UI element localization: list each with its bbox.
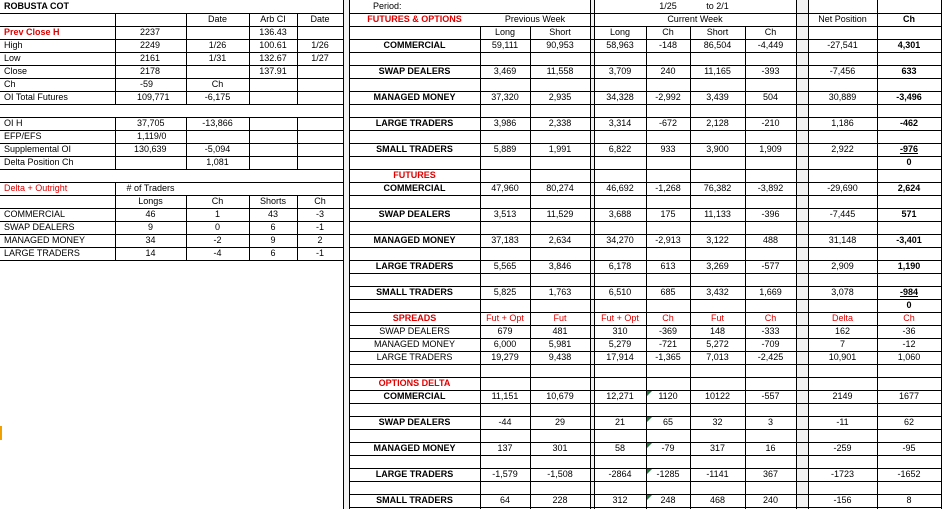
spread-fut-header[interactable]: Fut [553,313,567,323]
fo-prev-short[interactable]: 2,338 [548,118,572,128]
od-curr-short-change[interactable]: 367 [762,469,779,479]
trader-longs-change[interactable]: -4 [213,248,222,258]
fo-curr-short[interactable]: 2,128 [706,118,729,128]
od-net-position[interactable]: -156 [833,495,852,505]
trader-longs[interactable]: 46 [145,209,156,219]
trader-category[interactable]: LARGE TRADERS [4,248,80,258]
trader-shorts-change[interactable]: -3 [315,209,324,219]
od-curr-short-change[interactable]: -557 [761,391,780,401]
spread-value[interactable]: 162 [834,326,851,336]
fut-curr-long-change[interactable]: 613 [660,261,676,271]
trader-shorts[interactable]: 9 [270,235,276,245]
trader-shorts-change[interactable]: -1 [315,222,324,232]
od-prev-short[interactable]: 29 [554,417,565,427]
trader-longs[interactable]: 9 [147,222,153,232]
fo-net-change[interactable]: 4,301 [897,40,921,50]
od-prev-long[interactable]: 11,151 [491,391,519,401]
od-prev-long[interactable]: -1,579 [492,469,518,479]
fo-row-label[interactable]: LARGE TRADERS [375,118,454,128]
fo-curr-short-change[interactable]: 1,909 [759,144,782,154]
fo-row-label[interactable]: SWAP DEALERS [378,66,451,76]
od-net-change[interactable]: -1652 [897,469,921,479]
fut-row-label[interactable]: SWAP DEALERS [378,209,451,219]
low-value[interactable]: 2161 [140,53,161,63]
spread-value[interactable]: 7 [839,339,845,349]
trader-category[interactable]: COMMERCIAL [4,209,66,219]
low-label[interactable]: Low [4,53,21,63]
fo-net-change[interactable]: 633 [901,66,917,76]
fo-prev-long[interactable]: 5,889 [493,144,517,154]
grid-line [590,0,591,509]
fut-curr-short-change[interactable]: -396 [761,209,780,219]
fut-curr-short-change[interactable]: -577 [761,261,780,271]
od-curr-short[interactable]: 468 [709,495,726,505]
od-row-label[interactable]: MANAGED MONEY [373,443,456,453]
spread-value[interactable]: 5,272 [706,339,729,349]
fo-net-position[interactable]: 2,922 [831,144,854,154]
od-prev-short[interactable]: 228 [552,495,568,505]
trader-longs[interactable]: 34 [145,235,156,245]
spread-ch-header[interactable]: Ch [662,313,674,323]
header-date[interactable]: Date [207,14,227,24]
fo-net-position[interactable]: 1,186 [831,118,854,128]
fo-curr-short[interactable]: 86,504 [703,40,732,50]
high-label[interactable]: High [4,40,23,50]
fo-net-position[interactable]: 30,889 [828,92,857,102]
od-curr-long[interactable]: -2864 [608,469,632,479]
close-arb[interactable]: 137.91 [259,66,287,76]
grid-line [349,403,942,404]
fut-prev-long[interactable]: 3,513 [493,209,517,219]
fo-curr-short[interactable]: 3,900 [706,144,729,154]
low-date-2[interactable]: 1/27 [311,53,329,63]
od-row-label[interactable]: COMMERCIAL [383,391,446,401]
fo-curr-long[interactable]: 58,963 [606,40,634,50]
fo-net-change[interactable]: -3,496 [896,92,922,102]
spread-value[interactable]: 1,060 [897,352,921,362]
trader-shorts[interactable]: 6 [270,222,276,232]
grid-line [349,273,942,274]
spread-value[interactable]: 5,981 [548,339,572,349]
trader-longs-change[interactable]: 0 [214,222,220,232]
fut-curr-short[interactable]: 11,133 [704,209,731,219]
prev-close-label[interactable]: Prev Close H [4,27,60,37]
grid-line [349,78,942,79]
sheet-title[interactable]: ROBUSTA COT [4,1,69,11]
grid-line [349,195,942,196]
od-prev-short[interactable]: 301 [552,443,568,453]
spread-value[interactable]: -36 [902,326,916,336]
fut-curr-short[interactable]: 3,269 [706,261,729,271]
fo-curr-short[interactable]: 11,165 [704,66,731,76]
header-arb-ci[interactable]: Arb CI [260,14,286,24]
high-date[interactable]: 1/26 [208,40,227,50]
spread-value[interactable]: -1,365 [655,352,681,362]
high-date-2[interactable]: 1/26 [311,40,329,50]
fo-curr-long-change[interactable]: -672 [658,118,677,128]
supplemental-oi-label[interactable]: Supplemental OI [4,144,72,154]
grid-line [349,104,942,105]
fo-prev-short[interactable]: 2,935 [548,92,572,102]
fut-curr-short[interactable]: 76,382 [703,183,732,193]
fut-net-change[interactable]: -3,401 [896,235,922,245]
spread-value[interactable]: 5,279 [608,339,632,349]
spread-value[interactable]: 310 [612,326,628,336]
fut-curr-short-change[interactable]: 488 [762,235,779,245]
fut-curr-long-change[interactable]: -2,913 [655,235,681,245]
fut-net-change[interactable]: 571 [901,209,917,219]
grid-line [349,52,942,53]
high-arb[interactable]: 100.61 [259,40,287,50]
fo-prev-long[interactable]: 3,986 [493,118,517,128]
period-to[interactable]: to 2/1 [706,1,729,11]
od-net-position[interactable]: -259 [833,443,852,453]
fo-curr-short-change[interactable]: -210 [761,118,780,128]
fo-curr-long[interactable]: 3,709 [608,66,632,76]
fut-curr-long[interactable]: 46,692 [606,183,634,193]
shorts-header[interactable]: Shorts [259,196,286,206]
fo-net-change-total[interactable]: 0 [906,157,912,167]
close-value[interactable]: 2178 [140,66,161,76]
fo-curr-short[interactable]: 3,439 [706,92,729,102]
fo-curr-short-change[interactable]: 504 [762,92,779,102]
grid-line [349,507,942,508]
od-prev-long[interactable]: -44 [498,417,512,427]
spread-value[interactable]: 10,901 [828,352,857,362]
spread-row-label[interactable]: MANAGED MONEY [373,339,455,349]
fo-curr-long[interactable]: 6,822 [608,144,632,154]
fo-curr-long-change[interactable]: 933 [660,144,676,154]
traders-header[interactable]: # of Traders [126,183,175,193]
od-curr-long[interactable]: 312 [612,495,628,505]
od-curr-long[interactable]: 58 [614,443,625,453]
curr-short-header[interactable]: Short [706,27,729,37]
fut-net-change[interactable]: -984 [899,287,918,297]
spread-value[interactable]: -721 [658,339,677,349]
oi-total-label[interactable]: OI Total Futures [4,92,68,102]
grid-line [349,481,942,482]
prev-close-arb[interactable]: 136.43 [259,27,287,37]
close-label[interactable]: Close [4,66,28,76]
fut-curr-long-change[interactable]: 175 [660,209,676,219]
od-curr-long-change[interactable]: -1285 [656,469,680,479]
od-net-change[interactable]: -95 [902,443,916,453]
spread-value[interactable]: -333 [761,326,780,336]
prev-close-value[interactable]: 2237 [140,27,161,37]
fut-curr-long[interactable]: 6,178 [608,261,632,271]
od-curr-long-change[interactable]: 1120 [658,391,678,401]
high-value[interactable]: 2249 [140,40,161,50]
curr-long-header[interactable]: Long [609,27,631,37]
od-prev-long[interactable]: 137 [497,443,513,453]
fo-row-label[interactable]: MANAGED MONEY [373,92,456,102]
fut-net-position[interactable]: 3,078 [831,287,854,297]
od-curr-short[interactable]: 10122 [704,391,731,401]
fo-net-position[interactable]: -27,541 [827,40,858,50]
fo-curr-long-change[interactable]: -148 [658,40,677,50]
fo-curr-long[interactable]: 34,328 [606,92,634,102]
low-arb[interactable]: 132.67 [259,53,287,63]
grid-line [349,299,942,300]
efp-label[interactable]: EFP/EFS [4,131,42,141]
fut-prev-long[interactable]: 5,825 [493,287,517,297]
fo-prev-short[interactable]: 11,558 [546,66,574,76]
fo-curr-long-change[interactable]: -2,992 [655,92,681,102]
od-curr-short[interactable]: -1141 [706,469,729,479]
grid-line [349,130,942,131]
spread-value[interactable]: 6,000 [493,339,517,349]
trader-longs-change[interactable]: 1 [214,209,220,219]
delta-position-label[interactable]: Delta Position Ch [4,157,74,167]
od-net-change[interactable]: 1677 [898,391,920,401]
oi-h-value[interactable]: 37,705 [137,118,165,128]
period-label[interactable]: Period: [373,1,402,11]
spread-value[interactable]: -12 [902,339,916,349]
change-value[interactable]: -59 [140,79,154,89]
futures-options-title[interactable]: FUTURES & OPTIONS [367,14,462,24]
trader-category[interactable]: SWAP DEALERS [4,222,75,232]
fo-row-label[interactable]: COMMERCIAL [383,40,446,50]
od-curr-long[interactable]: 21 [614,417,625,427]
fo-curr-short-change[interactable]: -4,449 [757,40,784,50]
fut-curr-long-change[interactable]: -1,268 [655,183,681,193]
header-date-2[interactable]: Date [310,14,330,24]
low-date[interactable]: 1/31 [208,53,227,63]
od-net-change[interactable]: 62 [903,417,914,427]
change-header[interactable]: Ch [211,79,224,89]
prev-short-header[interactable]: Short [549,27,571,37]
spread-futopt-2-header[interactable]: Fut + Opt [601,313,639,323]
fut-prev-short[interactable]: 11,529 [546,209,574,219]
current-week-header[interactable]: Current Week [667,14,723,24]
oi-h-label[interactable]: OI H [4,118,23,128]
delta-outright-label[interactable]: Delta + Outright [4,183,68,193]
spread-value[interactable]: 19,279 [491,352,519,362]
fo-prev-long[interactable]: 37,320 [491,92,519,102]
od-prev-short[interactable]: 10,679 [546,391,574,401]
grid-line [349,221,942,222]
fut-curr-long[interactable]: 34,270 [606,235,634,245]
od-net-position[interactable]: 2149 [832,391,853,401]
fo-prev-short[interactable]: 1,991 [548,144,572,154]
od-prev-short[interactable]: -1,508 [547,469,573,479]
trader-shorts-change[interactable]: 2 [317,235,323,245]
od-curr-long-change[interactable]: -79 [661,443,675,453]
fut-prev-short[interactable]: 3,846 [548,261,572,271]
od-net-position[interactable]: -11 [836,417,849,427]
od-net-change[interactable]: 8 [906,495,912,505]
grid-line [0,104,343,105]
trader-shorts[interactable]: 6 [270,248,276,258]
previous-week-header[interactable]: Previous Week [504,14,566,24]
od-curr-short-change[interactable]: 16 [765,443,776,453]
curr-short-change-header[interactable]: Ch [764,27,777,37]
futures-title[interactable]: FUTURES [393,170,436,180]
fo-curr-short-change[interactable]: -393 [761,66,780,76]
fut-prev-long[interactable]: 37,183 [491,235,519,245]
spread-ch-2-header[interactable]: Ch [764,313,777,323]
fut-curr-short[interactable]: 3,432 [706,287,729,297]
trader-shorts-change[interactable]: -1 [315,248,324,258]
fo-net-change[interactable]: -976 [899,144,918,154]
spacer-column [796,0,808,509]
period-from[interactable]: 1/25 [659,1,677,11]
curr-long-change-header[interactable]: Ch [662,27,674,37]
od-net-position[interactable]: -1723 [830,469,855,479]
trader-longs-change[interactable]: -2 [213,235,222,245]
spread-row-label[interactable]: LARGE TRADERS [376,352,453,362]
od-row-label[interactable]: LARGE TRADERS [375,469,454,479]
od-curr-short[interactable]: 317 [709,443,726,453]
oi-total-value[interactable]: 109,771 [137,92,170,102]
fut-prev-short[interactable]: 80,274 [546,183,574,193]
spread-value[interactable]: 9,438 [548,352,572,362]
fut-net-position[interactable]: -7,445 [829,209,856,219]
od-curr-short-change[interactable]: 3 [767,417,773,427]
fut-prev-short[interactable]: 1,763 [548,287,572,297]
fut-curr-long[interactable]: 6,510 [608,287,632,297]
grid-line [343,0,344,509]
oi-total-change[interactable]: -6,175 [204,92,231,102]
od-curr-long-change[interactable]: 248 [660,495,676,505]
fut-prev-short[interactable]: 2,634 [548,235,572,245]
trader-shorts[interactable]: 43 [267,209,278,219]
spread-fut-2-header[interactable]: Fut [710,313,724,323]
fut-curr-short-change[interactable]: 1,669 [759,287,782,297]
grid-line [349,455,942,456]
active-cell-marker [0,426,2,440]
shorts-change-header[interactable]: Ch [314,196,326,206]
spread-value[interactable]: 7,013 [706,352,729,362]
fut-net-position[interactable]: 2,909 [831,261,854,271]
spreads-title[interactable]: SPREADS [392,313,437,323]
fut-row-label[interactable]: SMALL TRADERS [376,287,453,297]
fut-curr-long-change[interactable]: 685 [660,287,676,297]
grid-line [349,429,942,430]
oi-h-change[interactable]: -13,866 [202,118,233,128]
fut-row-label[interactable]: LARGE TRADERS [375,261,454,271]
fo-curr-long-change[interactable]: 240 [660,66,676,76]
fo-curr-long[interactable]: 3,314 [608,118,632,128]
grid-line [0,169,343,170]
change-label[interactable]: Ch [4,79,16,89]
fut-net-position[interactable]: 31,148 [828,235,857,245]
fut-prev-long[interactable]: 47,960 [491,183,519,193]
net-change-header[interactable]: Ch [903,14,915,24]
fut-curr-long[interactable]: 3,688 [608,209,632,219]
longs-change-header[interactable]: Ch [211,196,224,206]
fut-net-change[interactable]: 1,190 [897,261,921,271]
od-row-label[interactable]: SMALL TRADERS [376,495,453,505]
od-curr-short[interactable]: 32 [712,417,723,427]
longs-header[interactable]: Longs [138,196,163,206]
od-curr-long[interactable]: 12,271 [606,391,634,401]
fo-net-position[interactable]: -7,456 [829,66,856,76]
fut-curr-short[interactable]: 3,122 [706,235,729,245]
fut-net-change-total[interactable]: 0 [906,300,912,310]
spread-value[interactable]: -2,425 [757,352,784,362]
fo-row-label[interactable]: SMALL TRADERS [376,144,453,154]
od-row-label[interactable]: SWAP DEALERS [378,417,451,427]
od-curr-short-change[interactable]: 240 [762,495,779,505]
fo-net-change[interactable]: -462 [899,118,918,128]
spread-value[interactable]: 679 [497,326,513,336]
trader-longs[interactable]: 14 [145,248,156,258]
supplemental-oi-change[interactable]: -5,094 [204,144,231,154]
trader-category[interactable]: MANAGED MONEY [4,235,86,245]
prev-long-header[interactable]: Long [494,27,516,37]
spread-value[interactable]: -369 [658,326,677,336]
grid-line [349,364,942,365]
grid-line [0,260,343,261]
fut-row-label[interactable]: MANAGED MONEY [373,235,456,245]
spread-value[interactable]: 17,914 [606,352,634,362]
spread-delta-header[interactable]: Delta [831,313,853,323]
options-delta-title[interactable]: OPTIONS DELTA [378,378,451,388]
spread-value[interactable]: -709 [761,339,780,349]
od-curr-long-change[interactable]: 65 [662,417,673,427]
fo-prev-long[interactable]: 3,469 [493,66,517,76]
grid-line [349,156,942,157]
fut-row-label[interactable]: COMMERCIAL [383,183,446,193]
grid-line [349,247,942,248]
efp-value[interactable]: 1,119/0 [137,131,167,141]
spread-value[interactable]: 481 [552,326,568,336]
fut-prev-long[interactable]: 5,565 [493,261,517,271]
grid-line [796,0,797,509]
spread-row-label[interactable]: SWAP DEALERS [379,326,450,336]
fut-curr-short-change[interactable]: -3,892 [757,183,784,193]
fut-net-change[interactable]: 2,624 [897,183,921,193]
supplemental-oi-value[interactable]: 130,639 [134,144,167,154]
spread-value[interactable]: 148 [709,326,726,336]
fo-prev-short[interactable]: 90,953 [546,40,574,50]
delta-position-change[interactable]: 1,081 [206,157,229,167]
grid-line [941,0,942,509]
spread-futopt-header[interactable]: Fut + Opt [486,313,524,323]
net-position-header[interactable]: Net Position [818,14,867,24]
fut-net-position[interactable]: -29,690 [827,183,858,193]
od-prev-long[interactable]: 64 [499,495,510,505]
fo-prev-long[interactable]: 59,111 [491,40,519,50]
spread-ch-3-header[interactable]: Ch [903,313,915,323]
